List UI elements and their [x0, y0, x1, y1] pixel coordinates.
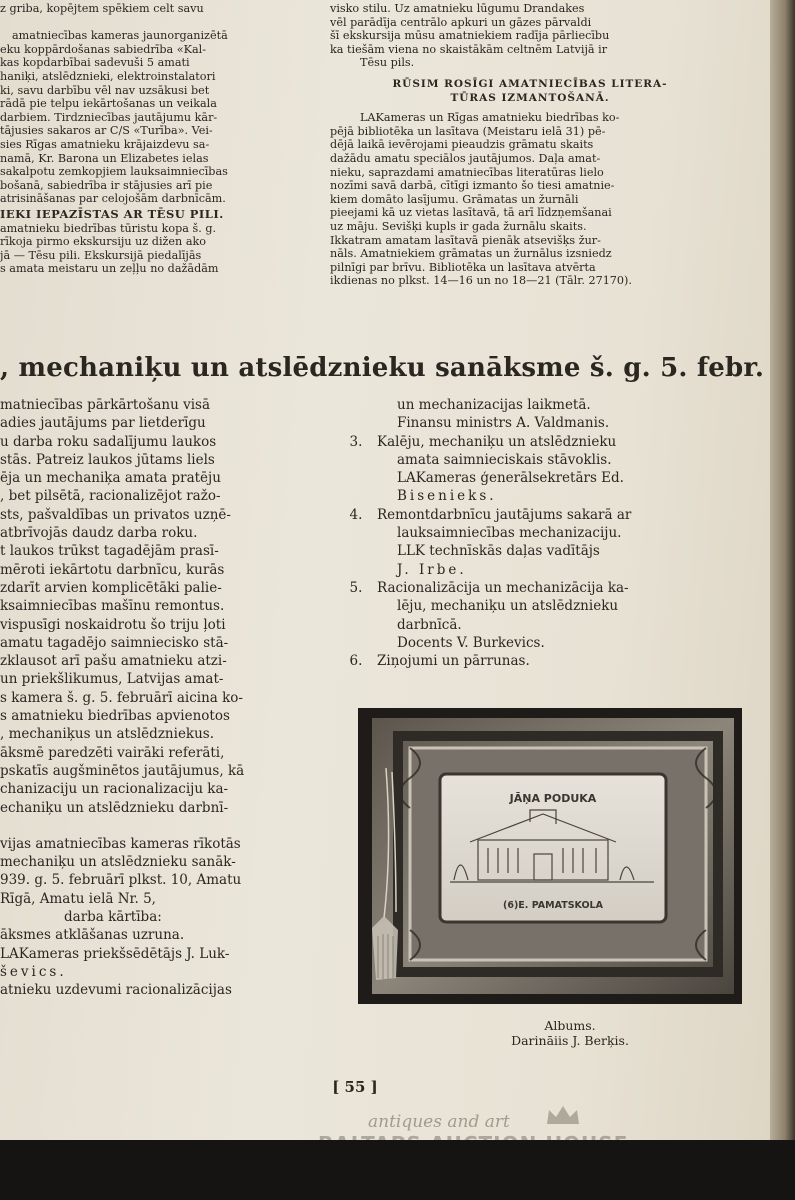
text-line: LAKameras un Rīgas amatnieku biedrības ko- — [360, 111, 620, 125]
agenda-text: Kalēju, mechaniķu un atslēdznieku — [377, 433, 617, 450]
text-line: amatu tagadējo saimniecisko stā- — [0, 634, 229, 651]
text-line: Ikkatram amatam lasītavā pienāk atsevišķs žur- — [330, 233, 601, 247]
caption-title: Albums. — [544, 1018, 596, 1033]
text-line: chanizaciju un racionalizaciju ka- — [0, 781, 229, 798]
background-surface — [0, 1140, 795, 1200]
text-line: s amata meistaru un zeļļu no dažādām — [0, 262, 219, 276]
agenda-text: lauksaimniecības mechanizaciju. — [397, 525, 622, 542]
text-line: šī ekskursija mūsu amatniekiem radīja pārliecību — [330, 29, 610, 43]
text-line: nozīmi savā darbā, cītīgi izmanto šo tiesi amatnie- — [330, 179, 615, 193]
watermark-text: antiques and art — [368, 1112, 510, 1132]
text-line: pējā bibliotēka un lasītava (Meistaru ielā 31) pē- — [330, 124, 606, 138]
text-line: dējā laikā ievērojami pieaudzis grāmatu skaits — [330, 138, 594, 152]
text-line: Tēsu pils. — [360, 56, 415, 70]
text-line: nāls. Amatniekiem grāmatas un žurnālus izsniedz — [330, 247, 612, 261]
agenda-text: Ziņojumi un pārrunas. — [377, 653, 530, 670]
text-line: ikdienas no plkst. 14—16 un no 18—21 (Tālr. 27170). — [330, 274, 632, 288]
text-line: z griba, kopējtem spēkiem celt savu — [0, 2, 204, 15]
text-line: namā, Kr. Barona un Elizabetes ielas — [0, 151, 209, 165]
text-line: 939. g. 5. februārī plkst. 10, Amatu — [0, 872, 242, 889]
text-line: vispusīgi noskaidrotu šo triju ļoti — [0, 616, 226, 633]
text-line: pskatīs augšminētos jautājumus, kā — [0, 762, 245, 779]
text-line: ksaimniecības mašīnu remontus. — [0, 598, 225, 615]
text-line: vēl parādīja centrālo apkuri un gāzes pārvaldi — [330, 15, 592, 29]
text-line: t laukos trūkst tagadējām prasī- — [0, 543, 219, 560]
text-line: haniķi, atslēdznieki, elektroinstalatori — [0, 69, 216, 83]
text-line: un priekšlikumus, Latvijas amat- — [0, 671, 224, 688]
agenda-text: un mechanizacijas laikmetā. — [397, 397, 591, 413]
text-line: stās. Patreiz laukos jūtams liels — [0, 451, 215, 468]
text-line: rādā pie telpu iekārtošanas un veikala — [0, 97, 217, 111]
text-line: eku koppārdošanas sabiedrība «Kal- — [0, 42, 206, 56]
crown-icon — [545, 1104, 581, 1126]
agenda-item-4 — [335, 506, 775, 524]
text-line: vijas amatniecības kameras rīkotās — [0, 835, 241, 852]
text-line: , bet pilsētā, racionalizējot ražo- — [0, 488, 221, 505]
album-photo — [358, 708, 742, 1004]
text-line: pilnīgi par brīvu. Bibliotēka un lasītava atvērta — [330, 260, 596, 274]
article-headline: , mechaniķu un atslēdznieku sanāksme š. g. 5. febr. — [0, 353, 765, 383]
text-line: , mechaniķus un atslēdzniekus. — [0, 726, 215, 743]
text-line: kiem domāto lasījumu. Grāmatas un žurnāli — [330, 192, 579, 206]
agenda-text: Racionalizācija un mechanizācija ka- — [377, 579, 629, 596]
agenda-text: amata saimnieciskais stāvoklis. — [397, 451, 612, 468]
album-title: JĀŅA PODUKA — [509, 792, 597, 805]
article-heading: TŪRAS IZMANTOŠANĀ. — [450, 91, 610, 104]
article-heading: RŪSIM ROSĪGI AMATNIECĪBAS LITERA- — [392, 77, 668, 90]
text-line: nieku, saprazdami amatniecības literatūras lielo — [330, 165, 604, 179]
text-line: LAKameras priekšsēdētājs J. Luk- — [0, 945, 230, 962]
text-line: ka tiešām viena no skaistākām celtnēm Latvijā ir — [330, 42, 608, 56]
agenda-number: 5. — [349, 579, 363, 596]
page-number: [ 55 ] — [332, 1078, 378, 1096]
text-line: echaniķu un atslēdznieku darbnī- — [0, 799, 229, 816]
text-line: u darba roku sadalījumu laukos — [0, 433, 217, 450]
text-line: Rīgā, Amatu ielā Nr. 5, — [0, 890, 156, 907]
text-line: atnieku uzdevumi racionalizācijas — [0, 982, 232, 999]
text-line: bošanā, sabiedrība ir stājusies arī pie — [0, 178, 213, 192]
caption-author: Darināiis J. Berķis. — [511, 1033, 629, 1048]
text-line: s kamera š. g. 5. februārī aicina ko- — [0, 689, 243, 706]
agenda-speaker: LLK technīskās daļas vadītājs — [397, 543, 600, 560]
agenda-speaker: Bisenieks. — [397, 488, 497, 505]
agenda-number: 3. — [349, 433, 363, 450]
agenda-item-3 — [335, 433, 775, 451]
text-line: sakalpotu zemkopjiem lauksaimniecības — [0, 165, 228, 179]
album-illustration — [358, 708, 742, 1004]
text-line: s amatnieku biedrības apvienotos — [0, 708, 230, 725]
section-title: IEKI IEPAZĪSTAS AR TĒSU PILI. — [0, 206, 224, 221]
text-line: ševics. — [0, 963, 67, 980]
text-line: amatniecības kameras jaunorganizētā — [12, 29, 228, 43]
agenda-number: 6. — [349, 653, 363, 670]
text-line: visko stilu. Uz amatnieku lūgumu Drandakes — [330, 2, 585, 15]
text-line: zdarīt arvien komplicētāki palie- — [0, 579, 222, 596]
text-line: pieejami kā uz vietas lasītavā, tā arī līdzņemšanai — [330, 206, 612, 220]
page-edge — [770, 0, 795, 1140]
text-line: matniecības pārkārtošanu visā — [0, 397, 211, 413]
top-left-column — [0, 2, 318, 276]
text-line: zklausot arī pašu amatnieku atzi- — [0, 653, 227, 670]
agenda-speaker: J. Irbe. — [397, 561, 467, 578]
text-line: jā — Tēsu pili. Ekskursijā piedalījās — [0, 248, 202, 262]
agenda-text: lēju, mechaniķu un atslēdznieku — [397, 598, 619, 615]
text-line: ēja un mechaniķa amata pratēju — [0, 470, 221, 487]
text-line — [0, 16, 318, 30]
text-line: dažādu amatu speciālos jautājumos. Daļa amat- — [330, 151, 601, 165]
top-right-column — [330, 2, 730, 288]
text-line: mēroti iekārtotu darbnīcu, kurās — [0, 561, 225, 578]
photo-caption — [420, 1018, 720, 1048]
agenda-speaker: Docents V. Burkevics. — [397, 634, 545, 651]
text-line: uz māju. Sevišķi kupls ir gada žurnālu skaits. — [330, 219, 587, 233]
text-line: amatnieku biedrības tūristu kopa š. g. — [0, 221, 217, 235]
text-line: ki, savu darbību vēl nav uzsākusi bet — [0, 83, 210, 97]
agenda-item-6 — [335, 652, 775, 670]
text-line: kas kopdarbībai sadevuši 5 amati — [0, 56, 190, 70]
agenda-text: darbnīcā. — [397, 616, 462, 633]
agenda-speaker: Finansu ministrs A. Valdmanis. — [397, 415, 610, 432]
text-line: rīkoja pirmo ekskursiju uz dižen ako — [0, 235, 207, 249]
text-line: āksmes atklāšanas uzruna. — [0, 927, 185, 944]
text-line: āksmē paredzēti vairāki referāti, — [0, 744, 225, 761]
agenda-speaker: LAKameras ģenerālsekretārs Ed. — [397, 470, 624, 487]
text-line: tājusies sakaros ar C/S «Turība». Vei- — [0, 124, 213, 138]
text-line: adies jautājums par lietderīgu — [0, 415, 206, 432]
mid-left-column — [0, 396, 335, 1000]
text-line: atbrīvojās daudz darba roku. — [0, 525, 198, 542]
agenda-text: Remontdarbnīcu jautājums sakarā ar — [377, 506, 632, 523]
album-subtitle: (6)E. PAMATSKOLA — [503, 900, 603, 911]
text-line: sies Rīgas amatnieku krājaizdevu sa- — [0, 137, 210, 151]
agenda-item-5 — [335, 579, 775, 597]
agenda-number: 4. — [349, 506, 363, 523]
text-line: darbiem. Tirdzniecības jautājumu kār- — [0, 110, 218, 124]
text-line: mechaniķu un atslēdznieku sanāk- — [0, 854, 236, 871]
text-line: atrisināšanas par celojošām darbnīcām. — [0, 192, 226, 206]
text-line: sts, pašvaldības un privatos uzņē- — [0, 506, 231, 523]
agenda-column — [335, 396, 775, 670]
agenda-title: darba kārtība: — [64, 909, 162, 926]
